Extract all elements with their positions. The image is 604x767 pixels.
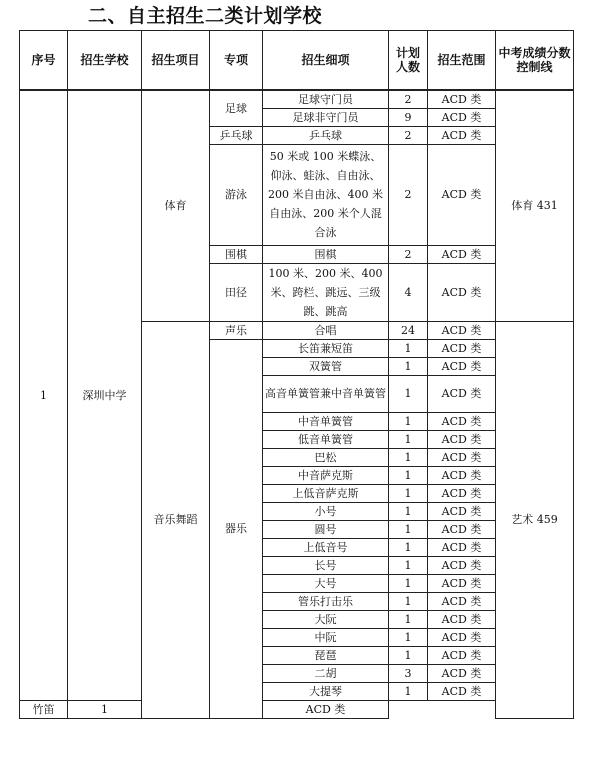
cell-detail: 中音单簧管 <box>263 412 389 430</box>
cell-count: 1 <box>389 502 428 520</box>
header-row <box>20 31 574 91</box>
cell-scope: ACD 类 <box>428 448 496 466</box>
cell-count: 3 <box>389 664 428 682</box>
cell-count: 1 <box>389 556 428 574</box>
cell-detail: 围棋 <box>263 245 389 263</box>
cell-count: 2 <box>389 126 428 144</box>
cell-scope: ACD 类 <box>428 144 496 245</box>
cell-scope: ACD 类 <box>263 700 389 718</box>
cell-detail: 竹笛 <box>20 700 68 718</box>
cell-specialty-athletics: 田径 <box>210 263 263 321</box>
cell-detail: 大阮 <box>263 610 389 628</box>
cell-count: 1 <box>389 430 428 448</box>
cell-detail: 足球非守门员 <box>263 108 389 126</box>
cell-count: 2 <box>389 245 428 263</box>
cell-detail: 足球守门员 <box>263 90 389 108</box>
cell-count: 1 <box>389 466 428 484</box>
cell-scope: ACD 类 <box>428 126 496 144</box>
cell-scope: ACD 类 <box>428 263 496 321</box>
header-project: 招生项目 <box>142 31 210 91</box>
cell-seq: 1 <box>20 90 68 700</box>
table-row <box>20 700 574 718</box>
cell-scope: ACD 类 <box>428 610 496 628</box>
cell-scope: ACD 类 <box>428 592 496 610</box>
cell-scope: ACD 类 <box>428 321 496 339</box>
cell-scope: ACD 类 <box>428 628 496 646</box>
cell-detail: 100 米、200 米、400 米、跨栏、跳远、三级跳、跳高 <box>263 263 389 321</box>
cell-scope: ACD 类 <box>428 108 496 126</box>
admission-plan-table <box>19 30 574 719</box>
cell-scope: ACD 类 <box>428 90 496 108</box>
header-plan-count: 计划人数 <box>389 31 428 91</box>
cell-scope: ACD 类 <box>428 484 496 502</box>
cell-count: 2 <box>389 144 428 245</box>
page-title: 二、自主招生二类计划学校 <box>88 5 323 27</box>
cell-specialty-vocal: 声乐 <box>210 321 263 339</box>
cell-count: 1 <box>389 375 428 412</box>
cell-detail: 高音单簧管兼中音单簧管 <box>263 375 389 412</box>
cell-count: 1 <box>389 592 428 610</box>
cell-scope: ACD 类 <box>428 357 496 375</box>
cell-count: 1 <box>389 412 428 430</box>
cell-score-line-sports: 体育 431 <box>496 90 574 321</box>
cell-scope: ACD 类 <box>428 556 496 574</box>
cell-detail: 50 米或 100 米蝶泳、仰泳、蛙泳、自由泳、200 米自由泳、400 米自由泳、200 米个人混合泳 <box>263 144 389 245</box>
cell-detail: 上低音萨克斯 <box>263 484 389 502</box>
cell-scope: ACD 类 <box>428 375 496 412</box>
cell-count: 1 <box>389 484 428 502</box>
cell-scope: ACD 类 <box>428 466 496 484</box>
cell-specialty-go: 围棋 <box>210 245 263 263</box>
cell-detail: 长号 <box>263 556 389 574</box>
cell-count: 1 <box>389 520 428 538</box>
cell-scope: ACD 类 <box>428 646 496 664</box>
table-row <box>20 90 574 108</box>
header-specialty: 专项 <box>210 31 263 91</box>
header-detail: 招生细项 <box>263 31 389 91</box>
cell-count: 1 <box>389 610 428 628</box>
cell-scope: ACD 类 <box>428 339 496 357</box>
cell-count: 1 <box>389 538 428 556</box>
cell-scope: ACD 类 <box>428 502 496 520</box>
cell-scope: ACD 类 <box>428 682 496 700</box>
cell-detail: 巴松 <box>263 448 389 466</box>
cell-scope: ACD 类 <box>428 430 496 448</box>
cell-detail: 圆号 <box>263 520 389 538</box>
cell-detail: 合唱 <box>263 321 389 339</box>
header-school: 招生学校 <box>68 31 142 91</box>
cell-scope: ACD 类 <box>428 538 496 556</box>
cell-detail: 中音萨克斯 <box>263 466 389 484</box>
header-seq: 序号 <box>20 31 68 91</box>
cell-count: 24 <box>389 321 428 339</box>
cell-count: 1 <box>389 646 428 664</box>
cell-count: 1 <box>389 339 428 357</box>
cell-school: 深圳中学 <box>68 90 142 700</box>
cell-specialty-football: 足球 <box>210 90 263 126</box>
cell-detail: 小号 <box>263 502 389 520</box>
cell-detail: 低音单簧管 <box>263 430 389 448</box>
cell-count: 1 <box>389 628 428 646</box>
cell-specialty-instrument: 器乐 <box>210 339 263 718</box>
header-scope: 招生范围 <box>428 31 496 91</box>
cell-detail: 中阮 <box>263 628 389 646</box>
cell-specialty-pingpong: 乒乓球 <box>210 126 263 144</box>
cell-detail: 大提琴 <box>263 682 389 700</box>
cell-score-line-music: 艺术 459 <box>496 321 574 718</box>
cell-project-sports: 体育 <box>142 90 210 321</box>
cell-specialty-swimming: 游泳 <box>210 144 263 245</box>
cell-scope: ACD 类 <box>428 245 496 263</box>
cell-count: 1 <box>389 448 428 466</box>
cell-scope: ACD 类 <box>428 664 496 682</box>
cell-count: 1 <box>389 574 428 592</box>
cell-detail: 上低音号 <box>263 538 389 556</box>
cell-count: 1 <box>389 682 428 700</box>
cell-detail: 长笛兼短笛 <box>263 339 389 357</box>
cell-scope: ACD 类 <box>428 520 496 538</box>
cell-count: 1 <box>68 700 142 718</box>
cell-count: 9 <box>389 108 428 126</box>
cell-detail: 乒乓球 <box>263 126 389 144</box>
cell-detail: 双簧管 <box>263 357 389 375</box>
cell-count: 2 <box>389 90 428 108</box>
cell-scope: ACD 类 <box>428 574 496 592</box>
cell-detail: 管乐打击乐 <box>263 592 389 610</box>
cell-detail: 二胡 <box>263 664 389 682</box>
cell-project-music: 音乐舞蹈 <box>142 321 210 718</box>
cell-detail: 琵琶 <box>263 646 389 664</box>
cell-count: 1 <box>389 357 428 375</box>
cell-scope: ACD 类 <box>428 412 496 430</box>
cell-detail: 大号 <box>263 574 389 592</box>
cell-count: 4 <box>389 263 428 321</box>
header-score-line: 中考成绩分数控制线 <box>496 31 574 91</box>
